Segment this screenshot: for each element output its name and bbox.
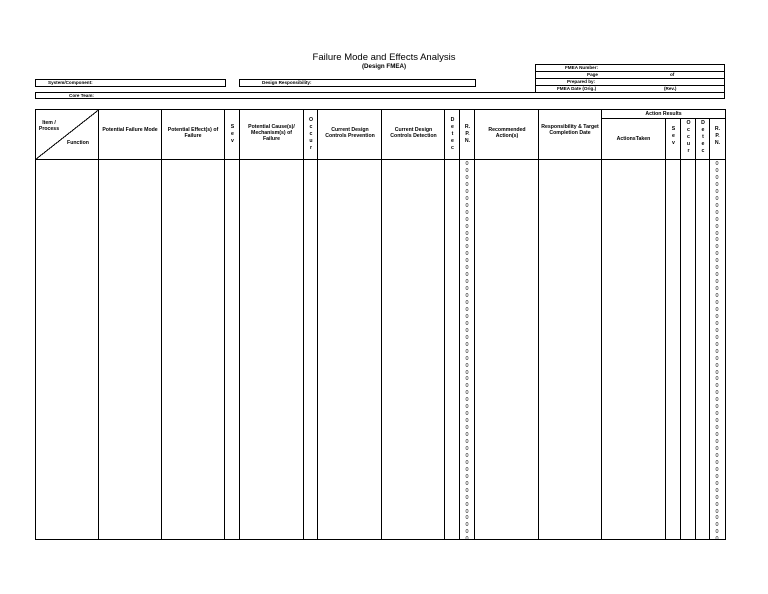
fmea-number-label: FMEA Number:	[565, 65, 599, 70]
rpn-value: 0	[465, 300, 469, 306]
col-sev: S e v	[230, 124, 235, 144]
system-component-label: System/Component:	[48, 80, 93, 85]
result-rpn-value: 0	[715, 313, 719, 320]
result-rpn-value: 0	[715, 355, 719, 362]
rpn-value: 0	[465, 480, 469, 487]
rpn-value: 0	[465, 174, 469, 181]
result-rpn-value: 0	[715, 202, 719, 209]
result-rpn-value: 0	[715, 397, 719, 404]
rpn-value: 0	[465, 515, 469, 522]
col-controls-detection: Current Design Controls Detection	[390, 127, 437, 139]
page-title: Failure Mode and Effects Analysis	[312, 52, 456, 63]
rpn-value: 0	[465, 327, 469, 334]
core-team-label: Core Team:	[69, 93, 94, 98]
result-rpn-value: 0	[715, 223, 719, 230]
result-rpn-value: 0	[715, 376, 719, 383]
result-rpn-value: 0	[715, 425, 719, 432]
result-rpn-value: 0	[715, 508, 719, 515]
col-rpn: R. P. N.	[464, 124, 471, 144]
rpn-value: 0	[465, 397, 469, 404]
result-rpn-value: 0	[715, 522, 719, 529]
result-rpn-value: 0	[715, 473, 719, 480]
rpn-value: 0	[465, 341, 469, 348]
prepared-by-label: Prepared by:	[567, 79, 596, 84]
result-rpn-value: 0	[715, 251, 719, 258]
col-result-sev: S e v	[671, 126, 676, 146]
result-rpn-value: 0	[715, 334, 719, 341]
rpn-value: 0	[465, 244, 469, 251]
rpn-value: 0	[465, 251, 469, 258]
rpn-value: 0	[465, 411, 469, 418]
result-rpn-value: 0	[715, 195, 719, 202]
rpn-value: 0	[465, 355, 469, 362]
rpn-value: 0	[465, 425, 469, 432]
col-actions-taken: ActionsTaken	[616, 136, 651, 142]
result-rpn-value: 0	[715, 439, 719, 445]
rev-label: (Rev.)	[664, 86, 677, 91]
rpn-value: 0	[465, 404, 469, 411]
result-rpn-value: 0	[715, 327, 719, 334]
rpn-value: 0	[465, 466, 469, 473]
rpn-value: 0	[465, 216, 469, 223]
page-subtitle: (Design FMEA)	[362, 63, 406, 70]
rpn-value: 0	[465, 348, 469, 355]
col-function: Function	[67, 140, 89, 146]
rpn-value: 0	[465, 508, 469, 515]
result-rpn-value: 0	[715, 293, 719, 300]
col-detec: D e t e c	[450, 117, 455, 151]
result-rpn-value: 0	[715, 529, 719, 536]
col-potential-causes: Potential Cause(s)/ Mechanism(s) of Failure	[248, 124, 295, 142]
col-controls-prevention: Current Design Controls Prevention	[325, 127, 375, 139]
col-item-process: Item / Process	[38, 120, 60, 132]
rpn-value: 0	[465, 418, 469, 425]
rpn-value: 0	[465, 258, 469, 265]
rpn-value: 0	[465, 494, 469, 501]
result-rpn-value: 0	[715, 383, 719, 390]
result-rpn-value: 0	[715, 209, 719, 216]
result-rpn-value: 0	[715, 300, 719, 306]
rpn-value: 0	[465, 390, 469, 397]
rpn-value: 0	[465, 209, 469, 216]
rpn-value: 0	[465, 265, 469, 272]
result-rpn-value: 0	[715, 237, 719, 244]
rpn-value: 0	[465, 161, 469, 167]
result-rpn-value: 0	[715, 515, 719, 522]
rpn-value: 0	[465, 167, 469, 174]
result-rpn-value: 0	[715, 390, 719, 397]
rpn-value: 0	[465, 501, 469, 508]
rpn-value: 0	[465, 202, 469, 209]
fmea-date-label: FMEA Date (Orig.)	[557, 86, 597, 91]
result-rpn-value: 0	[715, 348, 719, 355]
result-rpn-value: 0	[715, 432, 719, 439]
result-rpn-value: 0	[715, 272, 719, 279]
result-rpn-value: 0	[715, 501, 719, 508]
result-rpn-value: 0	[715, 230, 719, 237]
rpn-value: 0	[465, 320, 469, 327]
result-rpn-value: 0	[715, 181, 719, 188]
rpn-value: 0	[465, 334, 469, 341]
result-rpn-value: 0	[715, 174, 719, 181]
rpn-value: 0	[465, 181, 469, 188]
result-rpn-value: 0	[715, 341, 719, 348]
rpn-value: 0	[465, 237, 469, 244]
result-rpn-value: 0	[715, 258, 719, 265]
design-responsibility-label: Design Responsibility:	[262, 80, 312, 85]
result-rpn-value: 0	[715, 411, 719, 418]
result-rpn-value: 0	[715, 536, 719, 543]
result-rpn-value: 0	[715, 404, 719, 411]
result-rpn-value: 0	[715, 445, 719, 452]
result-rpn-value: 0	[715, 452, 719, 459]
rpn-value: 0	[465, 445, 469, 452]
page-label: Page	[587, 72, 598, 77]
result-rpn-value: 0	[715, 487, 719, 494]
result-rpn-value: 0	[715, 286, 719, 293]
rpn-value: 0	[465, 432, 469, 439]
col-potential-effects: Potential Effect(s) of Failure	[167, 127, 219, 139]
rpn-value: 0	[465, 286, 469, 293]
rpn-value: 0	[465, 188, 469, 195]
result-rpn-value: 0	[715, 466, 719, 473]
result-rpn-value: 0	[715, 265, 719, 272]
rpn-value: 0	[465, 293, 469, 300]
rpn-value: 0	[465, 272, 469, 279]
result-rpn-value: 0	[715, 459, 719, 466]
result-rpn-value: 0	[715, 320, 719, 327]
rpn-value: 0	[465, 279, 469, 286]
result-rpn-value: 0	[715, 244, 719, 251]
rpn-value: 0	[465, 369, 469, 376]
rpn-value: 0	[465, 473, 469, 480]
result-rpn-value: 0	[715, 369, 719, 376]
col-occur: O c c u r	[308, 117, 314, 151]
rpn-value: 0	[465, 195, 469, 202]
result-rpn-value: 0	[715, 188, 719, 195]
rpn-value: 0	[465, 487, 469, 494]
rpn-value: 0	[465, 376, 469, 383]
rpn-value: 0	[465, 306, 469, 313]
col-responsibility: Responsibility & Target Completion Date	[541, 124, 599, 136]
rpn-value: 0	[465, 452, 469, 459]
result-rpn-value: 0	[715, 306, 719, 313]
result-rpn-value: 0	[715, 161, 719, 167]
col-result-detec: D e t e c	[701, 120, 705, 154]
col-result-occur: O c c u r	[686, 120, 691, 154]
rpn-value: 0	[465, 459, 469, 466]
result-rpn-value: 0	[715, 494, 719, 501]
rpn-value: 0	[465, 529, 469, 536]
col-potential-failure-mode: Potential Failure Mode	[102, 127, 158, 133]
rpn-value: 0	[465, 439, 469, 445]
result-rpn-value: 0	[715, 167, 719, 174]
rpn-value: 0	[465, 313, 469, 320]
result-rpn-value: 0	[715, 480, 719, 487]
result-rpn-value: 0	[715, 279, 719, 286]
of-label: of	[670, 72, 675, 77]
col-action-results: Action Results	[645, 111, 682, 117]
rpn-value: 0	[465, 223, 469, 230]
result-rpn-value: 0	[715, 216, 719, 223]
col-recommended-actions: Recommended Action(s)	[488, 127, 526, 139]
rpn-value: 0	[465, 362, 469, 369]
rpn-value: 0	[465, 383, 469, 390]
result-rpn-value: 0	[715, 362, 719, 369]
rpn-value: 0	[465, 522, 469, 529]
result-rpn-value: 0	[715, 418, 719, 425]
rpn-value: 0	[465, 536, 469, 543]
rpn-value: 0	[465, 230, 469, 237]
col-result-rpn: R. P. N.	[714, 126, 721, 146]
